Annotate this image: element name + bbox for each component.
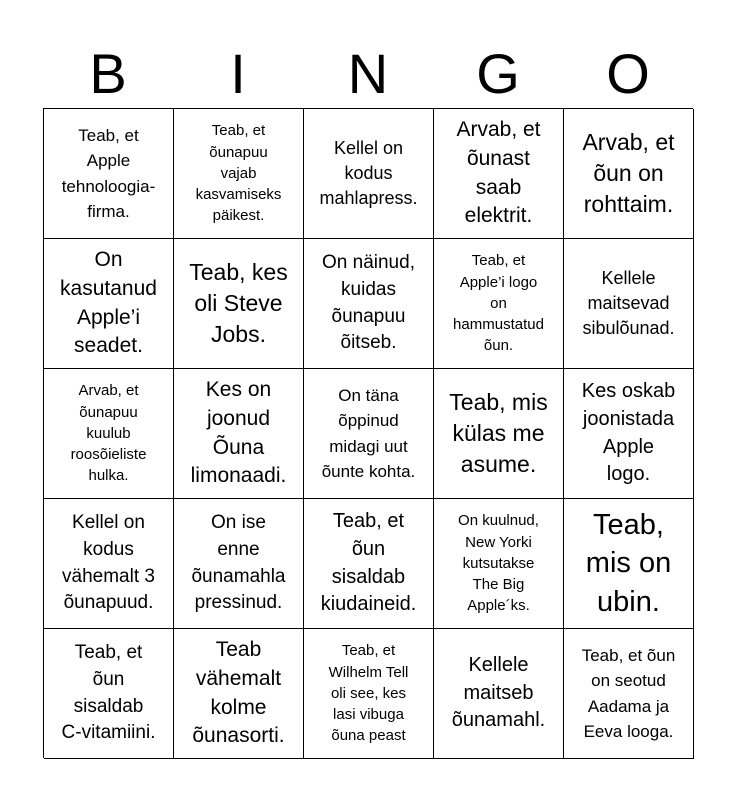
bingo-board — [43, 108, 693, 758]
bingo-cell: Teab, et õun on seotud Aadama ja Eeva looga. — [564, 629, 694, 759]
header-letter-b: B — [89, 42, 127, 105]
bingo-cell: On kuulnud, New Yorki kutsutakse The Big Apple´ks. — [434, 499, 564, 629]
bingo-header — [43, 40, 693, 108]
header-letter-g: G — [476, 42, 520, 105]
bingo-cell: Teab, mis on ubin. — [564, 499, 694, 629]
bingo-cell: Arvab, et õunapuu kuulub roosõieliste hulka. — [44, 369, 174, 499]
bingo-cell: Kellele maitsevad sibulõunad. — [564, 239, 694, 369]
bingo-cell: Arvab, et õun on rohttaim. — [564, 109, 694, 239]
bingo-cell: Teab vähemalt kolme õunasorti. — [174, 629, 304, 759]
bingo-cell: Arvab, et õunast saab elektrit. — [434, 109, 564, 239]
bingo-cell: Teab, et Apple’i logo on hammustatud õun. — [434, 239, 564, 369]
bingo-cell: Teab, et õun sisaldab C-vitamiini. — [44, 629, 174, 759]
bingo-cell: Teab, et Wilhelm Tell oli see, kes lasi vibuga õuna peast — [304, 629, 434, 759]
bingo-cell: Kellel on kodus vähemalt 3 õunapuud. — [44, 499, 174, 629]
bingo-cell: Teab, et õun sisaldab kiudaineid. — [304, 499, 434, 629]
header-letter-n: N — [347, 42, 389, 105]
bingo-cell: Teab, et Apple tehnoloogia- firma. — [44, 109, 174, 239]
header-letter-i: I — [230, 42, 246, 105]
bingo-cell: Teab, et õunapuu vajab kasvamiseks päikest. — [174, 109, 304, 239]
bingo-cell: On täna õppinud midagi uut õunte kohta. — [304, 369, 434, 499]
bingo-cell: Kellele maitseb õunamahl. — [434, 629, 564, 759]
bingo-cell: On näinud, kuidas õunapuu õitseb. — [304, 239, 434, 369]
bingo-cell: Teab, mis külas me asume. — [434, 369, 564, 499]
bingo-cell: Kes on joonud Õuna limonaadi. — [174, 369, 304, 499]
header-letter-o: O — [606, 42, 650, 105]
bingo-cell: On kasutanud Apple’i seadet. — [44, 239, 174, 369]
bingo-cell: On ise enne õunamahla pressinud. — [174, 499, 304, 629]
bingo-cell: Kes oskab joonistada Apple logo. — [564, 369, 694, 499]
bingo-cell: Teab, kes oli Steve Jobs. — [174, 239, 304, 369]
bingo-cell: Kellel on kodus mahlapress. — [304, 109, 434, 239]
